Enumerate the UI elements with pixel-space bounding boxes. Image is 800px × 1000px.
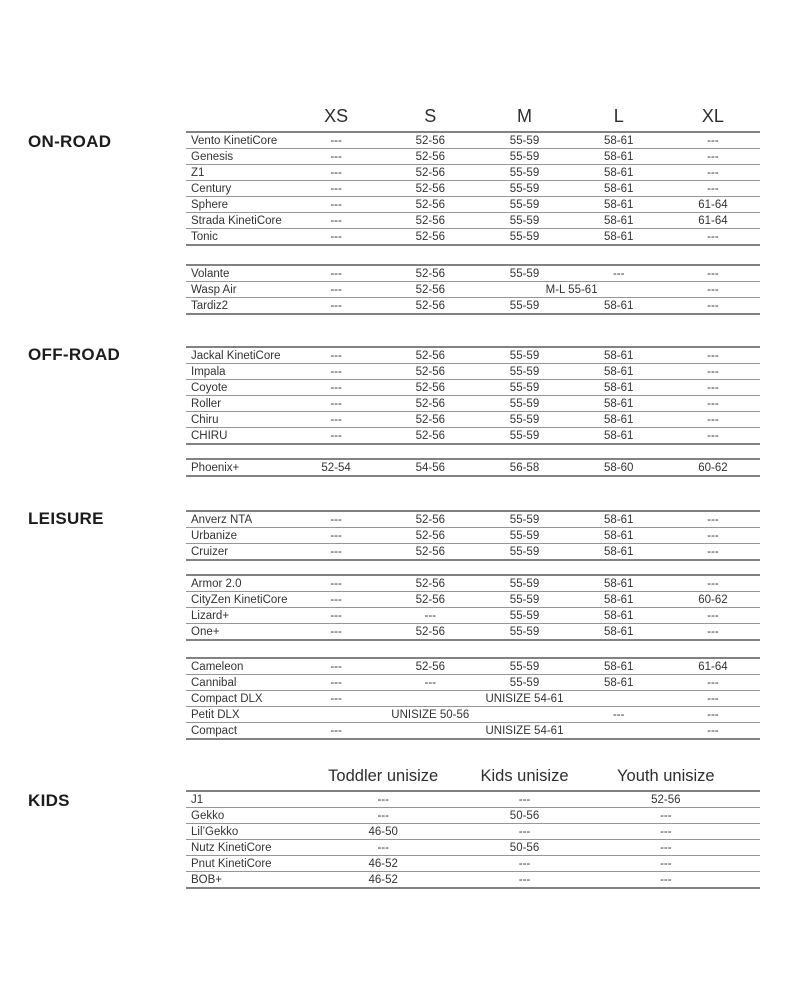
size-value-cell: --- — [707, 577, 719, 590]
size-value-cell: --- — [518, 793, 531, 806]
size-value-cell: 52-56 — [415, 283, 446, 296]
size-value-cell: 52-56 — [415, 429, 446, 442]
section-label-on-road: ON-ROAD — [28, 132, 112, 151]
size-value-cell: 52-56 — [415, 529, 446, 542]
size-value-cell: 52-56 — [415, 230, 446, 243]
model-name-cell: Anverz NTA — [191, 513, 253, 526]
size-value-cell: 58-61 — [604, 182, 634, 195]
model-name-cell: Petit DLX — [191, 708, 240, 721]
table-row — [186, 411, 760, 427]
size-value-cell: --- — [707, 150, 719, 163]
size-value-cell: 52-56 — [415, 365, 446, 378]
size-value-cell: --- — [707, 182, 719, 195]
model-name-cell: BOB+ — [191, 873, 223, 886]
size-value-cell: 52-56 — [415, 299, 446, 312]
size-value-cell: --- — [330, 283, 342, 296]
size-value-cell: --- — [660, 857, 672, 870]
leisure-table-group-1 — [186, 510, 760, 561]
size-value-cell: --- — [330, 299, 342, 312]
model-name-cell: J1 — [191, 793, 204, 806]
size-value-cell: 52-56 — [415, 267, 446, 280]
size-value-cell: --- — [707, 429, 719, 442]
model-name-cell: Urbanize — [191, 529, 238, 542]
size-value-cell: --- — [707, 545, 719, 558]
size-value-cell: --- — [377, 809, 389, 822]
model-name-cell: Cannibal — [191, 676, 237, 689]
model-name-cell: Volante — [191, 267, 230, 280]
size-value-cell: 52-56 — [415, 150, 446, 163]
size-value-cell: 58-61 — [604, 660, 634, 673]
size-value-cell: --- — [707, 349, 719, 362]
table-row — [186, 839, 760, 855]
model-name-cell: Gekko — [191, 809, 225, 822]
size-value-cell: 60-62 — [698, 593, 728, 606]
size-value-cell: 52-56 — [415, 397, 446, 410]
model-name-cell: Cameleon — [191, 660, 244, 673]
size-value-cell: --- — [707, 381, 719, 394]
section-label-leisure: LEISURE — [28, 509, 104, 528]
size-value-cell: 55-59 — [509, 182, 540, 195]
model-name-cell: Coyote — [191, 381, 228, 394]
size-value-cell: --- — [330, 349, 342, 362]
size-value-cell: --- — [660, 873, 672, 886]
column-header-cell: XL — [701, 105, 724, 126]
size-value-cell: --- — [330, 577, 342, 590]
size-value-cell: --- — [330, 692, 342, 705]
size-value-cell: --- — [660, 825, 672, 838]
size-value-cell: --- — [424, 676, 437, 689]
table-row — [186, 623, 760, 639]
size-value-cell: 55-59 — [509, 660, 540, 673]
model-name-cell: Compact DLX — [191, 692, 263, 705]
size-value-cell: 58-61 — [604, 299, 634, 312]
size-value-cell: UNISIZE 50-56 — [391, 708, 470, 721]
off-road-table-group-1 — [186, 346, 760, 445]
size-value-cell: --- — [424, 609, 437, 622]
on-road-table-group-1 — [186, 131, 760, 246]
table-row — [186, 427, 760, 443]
size-value-cell: 55-59 — [509, 150, 540, 163]
size-value-cell: 55-59 — [509, 577, 540, 590]
kids-table-group-1 — [186, 790, 760, 889]
size-value-cell: 58-61 — [604, 397, 634, 410]
model-name-cell: CityZen KinetiCore — [191, 593, 288, 606]
size-value-cell: --- — [330, 429, 342, 442]
kids-column-header-row — [186, 762, 760, 790]
table-row — [186, 460, 760, 475]
size-value-cell: 55-59 — [509, 134, 540, 147]
table-row — [186, 871, 760, 887]
size-value-cell: --- — [330, 529, 342, 542]
size-value-cell: --- — [330, 230, 342, 243]
size-value-cell: 58-61 — [604, 513, 634, 526]
table-row — [186, 180, 760, 196]
size-value-cell: 52-56 — [415, 513, 446, 526]
table-row — [186, 297, 760, 313]
size-value-cell: --- — [707, 609, 719, 622]
table-row — [186, 379, 760, 395]
size-value-cell: 61-64 — [698, 660, 728, 673]
table-row — [186, 228, 760, 244]
size-value-cell: 55-59 — [509, 625, 540, 638]
on-road-table-group-2 — [186, 264, 760, 315]
header-row — [186, 762, 760, 790]
table-row — [186, 148, 760, 164]
size-value-cell: 58-61 — [604, 214, 634, 227]
table-row — [186, 363, 760, 379]
size-value-cell: --- — [707, 134, 719, 147]
size-value-cell: 60-62 — [698, 461, 728, 474]
model-name-cell: Tonic — [191, 230, 218, 243]
size-value-cell: --- — [707, 513, 719, 526]
model-name-cell: Phoenix+ — [191, 461, 240, 474]
size-value-cell: --- — [330, 134, 342, 147]
size-value-cell: --- — [660, 841, 672, 854]
size-value-cell: 55-59 — [509, 299, 540, 312]
table-row — [186, 591, 760, 607]
table-row — [186, 607, 760, 623]
model-name-cell: Compact — [191, 724, 238, 737]
size-value-cell: --- — [330, 625, 342, 638]
column-header-cell: S — [424, 105, 437, 126]
model-name-cell: Lil’Gekko — [191, 825, 239, 838]
size-value-cell: --- — [518, 873, 531, 886]
size-value-cell: 55-59 — [509, 397, 540, 410]
size-value-cell: 55-59 — [509, 545, 540, 558]
model-name-cell: Impala — [191, 365, 226, 378]
size-value-cell: --- — [707, 299, 719, 312]
size-value-cell: UNISIZE 54-61 — [485, 692, 564, 705]
size-value-cell: 58-61 — [604, 198, 634, 211]
size-value-cell: 50-56 — [509, 841, 540, 854]
column-header-cell: M — [517, 105, 532, 126]
size-value-cell: --- — [707, 267, 719, 280]
size-value-cell: 58-61 — [604, 166, 634, 179]
table-row — [186, 527, 760, 543]
table-row — [186, 266, 760, 281]
section-label-off-road: OFF-ROAD — [28, 345, 121, 364]
size-value-cell: --- — [707, 724, 719, 737]
size-value-cell: --- — [330, 214, 342, 227]
size-value-cell: 58-61 — [604, 545, 634, 558]
table-row — [186, 543, 760, 559]
size-value-cell: --- — [660, 809, 672, 822]
size-value-cell: 46-50 — [368, 825, 398, 838]
size-value-cell: 52-56 — [415, 166, 446, 179]
size-value-cell: 58-61 — [604, 609, 634, 622]
size-value-cell: 55-59 — [509, 166, 540, 179]
size-value-cell: 61-64 — [698, 198, 728, 211]
size-value-cell: --- — [707, 166, 719, 179]
header-row — [186, 102, 760, 130]
column-header-cell: Kids unisize — [480, 766, 569, 785]
column-header-cell: Toddler unisize — [328, 766, 439, 785]
model-name-cell: Genesis — [191, 150, 234, 163]
size-value-cell: 55-59 — [509, 609, 540, 622]
table-row — [186, 823, 760, 839]
size-value-cell: --- — [330, 724, 342, 737]
size-value-cell: --- — [377, 841, 389, 854]
size-value-cell: 56-58 — [509, 461, 540, 474]
model-name-cell: Jackal KinetiCore — [191, 349, 281, 362]
size-value-cell: 52-56 — [651, 793, 681, 806]
model-name-cell: Vento KinetiCore — [191, 134, 278, 147]
size-value-cell: --- — [377, 793, 389, 806]
size-value-cell: 61-64 — [698, 214, 728, 227]
size-value-cell: 58-61 — [604, 593, 634, 606]
section-label-kids: KIDS — [28, 791, 70, 810]
size-value-cell: --- — [518, 825, 531, 838]
size-value-cell: 55-59 — [509, 593, 540, 606]
size-value-cell: 52-56 — [415, 182, 446, 195]
size-value-cell: 58-61 — [604, 134, 634, 147]
size-value-cell: --- — [707, 397, 719, 410]
size-value-cell: --- — [330, 150, 342, 163]
model-name-cell: CHIRU — [191, 429, 228, 442]
model-name-cell: Pnut KinetiCore — [191, 857, 272, 870]
table-row — [186, 807, 760, 823]
table-row — [186, 855, 760, 871]
size-value-cell: --- — [330, 413, 342, 426]
size-value-cell: --- — [707, 230, 719, 243]
model-name-cell: One+ — [191, 625, 220, 638]
size-value-cell: 52-56 — [415, 625, 446, 638]
size-value-cell: 55-59 — [509, 413, 540, 426]
size-value-cell: 52-56 — [415, 214, 446, 227]
size-value-cell: --- — [612, 267, 625, 280]
size-value-cell: --- — [707, 365, 719, 378]
model-name-cell: Armor 2.0 — [191, 577, 242, 590]
size-value-cell: 52-56 — [415, 413, 446, 426]
size-value-cell: --- — [707, 529, 719, 542]
size-value-cell: --- — [330, 593, 342, 606]
size-value-cell: --- — [330, 660, 342, 673]
model-name-cell: Nutz KinetiCore — [191, 841, 272, 854]
size-value-cell: 52-56 — [415, 660, 446, 673]
leisure-table-group-3 — [186, 657, 760, 740]
size-value-cell: 58-61 — [604, 230, 634, 243]
table-row — [186, 348, 760, 363]
size-value-cell: 52-56 — [415, 134, 446, 147]
table-row — [186, 690, 760, 706]
model-name-cell: Sphere — [191, 198, 229, 211]
size-value-cell: 55-59 — [509, 349, 540, 362]
model-name-cell: Strada KinetiCore — [191, 214, 282, 227]
column-header-cell: Youth unisize — [617, 766, 715, 785]
size-value-cell: --- — [707, 676, 719, 689]
size-value-cell: --- — [330, 267, 342, 280]
size-value-cell: 58-61 — [604, 413, 634, 426]
size-value-cell: 55-59 — [509, 381, 540, 394]
size-value-cell: 55-59 — [509, 513, 540, 526]
size-value-cell: UNISIZE 54-61 — [485, 724, 564, 737]
size-value-cell: 55-59 — [509, 230, 540, 243]
size-value-cell: --- — [330, 609, 342, 622]
table-row — [186, 133, 760, 148]
size-value-cell: 52-56 — [415, 381, 446, 394]
size-value-cell: --- — [707, 413, 719, 426]
size-value-cell: --- — [330, 513, 342, 526]
model-name-cell: Wasp Air — [191, 283, 237, 296]
model-name-cell: Chiru — [191, 413, 219, 426]
size-value-cell: --- — [330, 381, 342, 394]
size-value-cell: 46-52 — [368, 873, 398, 886]
size-value-cell: 52-56 — [415, 577, 446, 590]
size-value-cell: --- — [707, 625, 719, 638]
size-value-cell: 55-59 — [509, 676, 540, 689]
size-value-cell: 58-61 — [604, 577, 634, 590]
model-name-cell: Tardiz2 — [191, 299, 229, 312]
size-value-cell: --- — [330, 365, 342, 378]
column-header-cell: XS — [324, 105, 349, 126]
table-row — [186, 792, 760, 807]
size-value-cell: --- — [707, 708, 719, 721]
table-row — [186, 164, 760, 180]
size-value-cell: 55-59 — [509, 198, 540, 211]
size-value-cell: --- — [707, 692, 719, 705]
table-row — [186, 706, 760, 722]
size-value-cell: 52-56 — [415, 349, 446, 362]
size-value-cell: --- — [330, 676, 342, 689]
size-value-cell: --- — [518, 857, 531, 870]
size-value-cell: 58-61 — [604, 529, 634, 542]
off-road-table-group-2 — [186, 458, 760, 477]
table-row — [186, 281, 760, 297]
size-value-cell: 58-61 — [604, 429, 634, 442]
size-value-cell: 55-59 — [509, 267, 540, 280]
size-value-cell: --- — [612, 708, 625, 721]
size-value-cell: 52-56 — [415, 545, 446, 558]
size-value-cell: 58-61 — [604, 676, 634, 689]
table-row — [186, 512, 760, 527]
model-name-cell: Lizard+ — [191, 609, 230, 622]
table-row — [186, 674, 760, 690]
column-header-cell: L — [613, 105, 624, 126]
table-row — [186, 659, 760, 674]
table-row — [186, 576, 760, 591]
model-name-cell: Century — [191, 182, 232, 195]
size-value-cell: --- — [330, 198, 342, 211]
size-value-cell: 50-56 — [509, 809, 540, 822]
size-value-cell: 58-60 — [604, 461, 634, 474]
size-value-cell: 58-61 — [604, 349, 634, 362]
size-value-cell: 46-52 — [368, 857, 398, 870]
model-name-cell: Z1 — [191, 166, 205, 179]
size-value-cell: 58-61 — [604, 365, 634, 378]
size-value-cell: --- — [707, 283, 719, 296]
size-value-cell: 55-59 — [509, 529, 540, 542]
leisure-table-group-2 — [186, 574, 760, 641]
size-value-cell: 58-61 — [604, 625, 634, 638]
table-row — [186, 196, 760, 212]
table-row — [186, 212, 760, 228]
size-value-cell: 52-56 — [415, 593, 446, 606]
size-value-cell: --- — [330, 166, 342, 179]
size-value-cell: 54-56 — [415, 461, 446, 474]
size-value-cell: 52-56 — [415, 198, 446, 211]
size-value-cell: 55-59 — [509, 429, 540, 442]
model-name-cell: Cruizer — [191, 545, 229, 558]
model-name-cell: Roller — [191, 397, 222, 410]
table-row — [186, 722, 760, 738]
size-value-cell: M-L 55-61 — [545, 283, 598, 296]
size-value-cell: --- — [330, 182, 342, 195]
size-value-cell: --- — [330, 397, 342, 410]
table-row — [186, 395, 760, 411]
size-value-cell: 55-59 — [509, 214, 540, 227]
size-column-header-row — [186, 102, 760, 130]
size-value-cell: --- — [330, 545, 342, 558]
size-value-cell: 58-61 — [604, 381, 634, 394]
size-value-cell: 58-61 — [604, 150, 634, 163]
size-value-cell: 52-54 — [321, 461, 351, 474]
size-value-cell: 55-59 — [509, 365, 540, 378]
